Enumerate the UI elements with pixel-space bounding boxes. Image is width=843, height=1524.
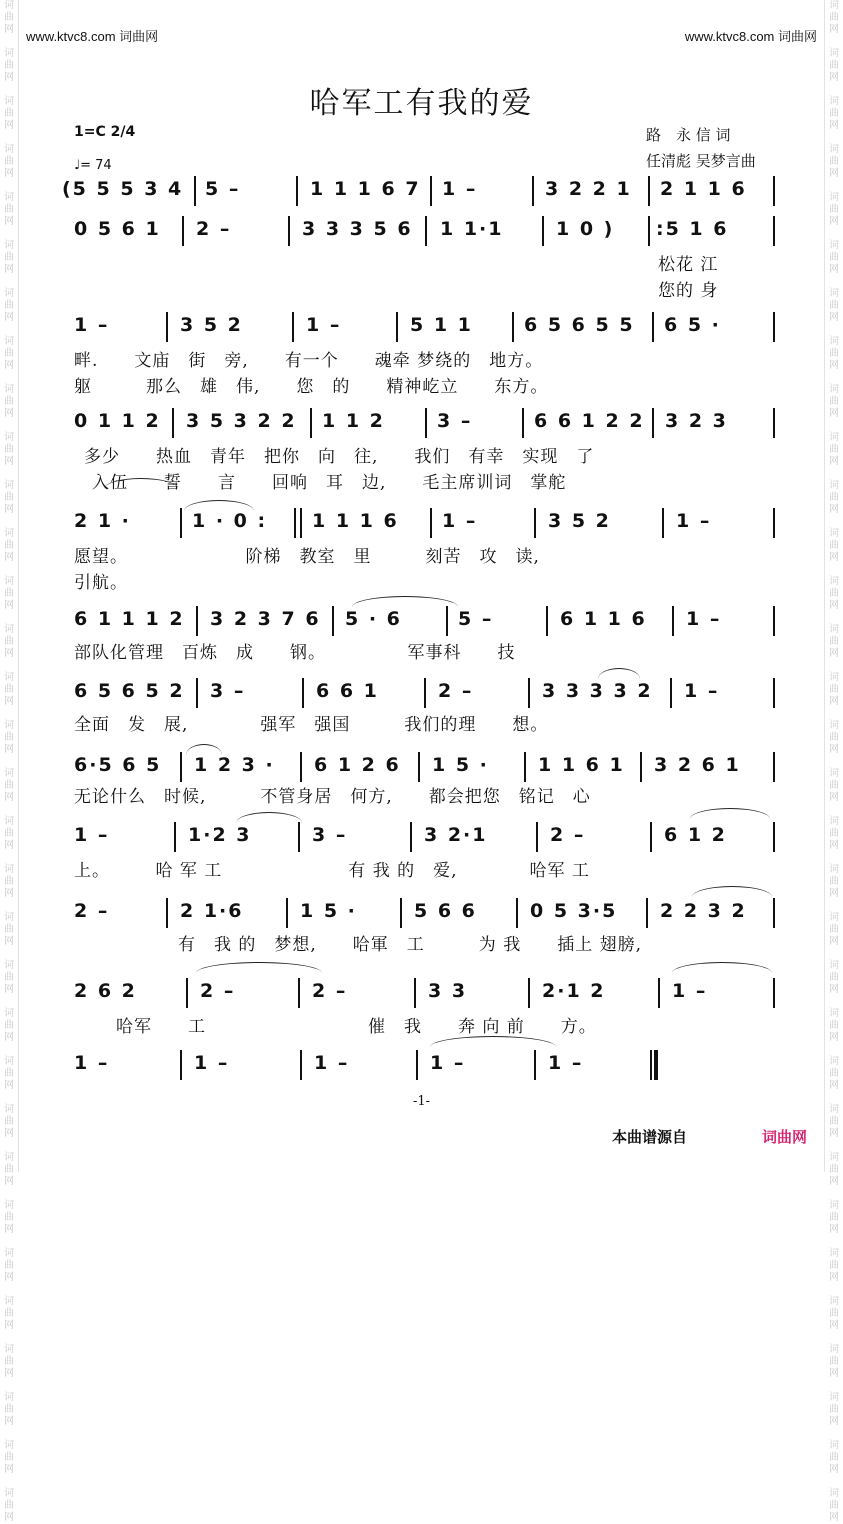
measure-notes: 6 1 1 1 2	[74, 608, 185, 630]
measure-notes: 6 6 1 2 2	[534, 410, 645, 432]
site-url-right[interactable]: www.ktvc8.com 词曲网	[684, 29, 817, 44]
key-signature: 1=C 2/4	[74, 124, 136, 140]
measure-notes: 2 –	[550, 824, 586, 846]
bar-line	[528, 678, 530, 708]
bar-line	[298, 822, 300, 852]
measure-notes: 1 –	[686, 608, 722, 630]
bar-line	[654, 1050, 658, 1080]
bar-line	[300, 752, 302, 782]
slur	[430, 1036, 556, 1047]
lyric-line: 畔. 文庙 街 旁, 有一个 魂牵 梦绕的 地方。	[74, 351, 544, 371]
bar-line	[180, 508, 182, 538]
measure-notes: 0 5 3·5	[530, 900, 618, 922]
bar-line	[194, 176, 196, 206]
bar-line	[414, 978, 416, 1008]
bar-line	[512, 312, 514, 342]
measure-notes: 1 2 3 ·	[194, 754, 275, 776]
measure-notes: 1 5 ·	[300, 900, 357, 922]
bar-line	[310, 408, 312, 438]
bar-line	[522, 408, 524, 438]
bar-line	[648, 176, 650, 206]
bar-line	[650, 1050, 652, 1080]
measure-notes: 3 3 3 5 6	[302, 218, 413, 240]
bar-line	[773, 822, 775, 852]
lyric-line: 全面 发 展, 强军 强国 我们的理 想。	[74, 715, 549, 735]
bar-line	[410, 822, 412, 852]
bar-line	[446, 606, 448, 636]
bar-line	[773, 898, 775, 928]
lyric-line: 哈军 工 催 我 奔 向 前 方。	[116, 1017, 597, 1037]
bar-line	[418, 752, 420, 782]
measure-notes: :5 1 6	[656, 218, 729, 240]
measure-notes: 5 –	[458, 608, 494, 630]
measure-notes: 1 –	[194, 1052, 230, 1074]
footer-source-label: 本曲谱源自	[612, 1128, 688, 1146]
measure-notes: 1 –	[442, 178, 478, 200]
bar-line	[300, 1050, 302, 1080]
measure-notes: 2 –	[438, 680, 474, 702]
bar-line	[650, 822, 652, 852]
bar-line	[773, 978, 775, 1008]
measure-notes: 3 –	[312, 824, 348, 846]
bar-line	[524, 752, 526, 782]
measure-notes: 6 6 1	[316, 680, 379, 702]
measure-notes: 1 1 2	[322, 410, 385, 432]
measure-notes: 3 5 2	[180, 314, 243, 336]
measure-notes: 1 –	[548, 1052, 584, 1074]
measure-notes: 3 3 3 3 2	[542, 680, 653, 702]
measure-notes: 1 –	[676, 510, 712, 532]
measure-notes: 2·1 2	[542, 980, 606, 1002]
measure-notes: 6 1 2	[664, 824, 727, 846]
bar-line	[672, 606, 674, 636]
bar-line	[528, 978, 530, 1008]
bar-line	[174, 822, 176, 852]
bar-line	[286, 898, 288, 928]
bar-line	[400, 898, 402, 928]
measure-notes: 1 –	[430, 1052, 466, 1074]
measure-notes: 1 –	[74, 824, 110, 846]
bar-line	[542, 216, 544, 246]
measure-notes: 2 1·6	[180, 900, 244, 922]
measure-notes: 1·2 3	[188, 824, 252, 846]
lyric-line: 部队化管理 百炼 成 钢。 军事科 技	[74, 643, 516, 663]
measure-notes: 1 –	[306, 314, 342, 336]
measure-notes: 1 0 )	[556, 218, 615, 240]
bar-line	[430, 176, 432, 206]
bar-line	[186, 978, 188, 1008]
lyricist-credit: 路 永 信 词	[646, 126, 731, 144]
bar-line	[773, 752, 775, 782]
composer-credit: 任清彪 吴梦言曲	[646, 152, 756, 170]
lyric-line: 松花 江	[658, 255, 719, 275]
measure-notes: 1 –	[442, 510, 478, 532]
measure-notes: 2 –	[200, 980, 236, 1002]
measure-notes: 3 2 3 7 6	[210, 608, 321, 630]
measure-notes: 2 1 1 6	[660, 178, 747, 200]
bar-line	[430, 508, 432, 538]
measure-notes: 3 2 3	[665, 410, 728, 432]
measure-notes: 5 1 1	[410, 314, 473, 336]
slur	[186, 744, 222, 755]
right-watermark-strip: 词 曲 网 词 曲 网 词 曲 网 词 曲 网 词 曲 网 词 曲 网 词 曲 网 词 曲 网 词 曲 网 词 曲 网 词 曲 网 词 曲 网 词 曲 网 词 曲 网 词 曲 网 词 曲 网 词 曲 网 词 曲 网 词 曲 网 词 曲 网 词 曲 网 词 曲 网 词 曲 网 词 曲 网 词 曲 网 词 曲 网 词 曲 网 词 曲 网 词 曲 网 词 曲 网 词 曲 网 词 曲 网	[829, 0, 839, 1523]
bar-line	[773, 176, 775, 206]
bar-line	[416, 1050, 418, 1080]
bar-line	[425, 408, 427, 438]
slur	[196, 962, 322, 973]
measure-notes: 0 1 1 2	[74, 410, 161, 432]
measure-notes: 6 1 1 6	[560, 608, 647, 630]
left-watermark-strip: 词 曲 网 词 曲 网 词 曲 网 词 曲 网 词 曲 网 词 曲 网 词 曲 网 词 曲 网 词 曲 网 词 曲 网 词 曲 网 词 曲 网 词 曲 网 词 曲 网 词 曲 网 词 曲 网 词 曲 网 词 曲 网 词 曲 网 词 曲 网 词 曲 网 词 曲 网 词 曲 网 词 曲 网 词 曲 网 词 曲 网 词 曲 网 词 曲 网 词 曲 网 词 曲 网 词 曲 网 词 曲 网	[4, 0, 14, 1523]
footer-brand-link[interactable]: 词曲网	[762, 1128, 808, 1146]
lyric-line: 引航。	[74, 573, 128, 593]
lyric-line: 无论什么 时候, 不管身居 何方, 都会把您 铭记 心	[74, 787, 591, 807]
measure-notes: 2 6 2	[74, 980, 137, 1002]
measure-notes: 6 5 6 5 5	[524, 314, 635, 336]
bar-line	[773, 508, 775, 538]
bar-line	[294, 508, 296, 538]
bar-line	[302, 678, 304, 708]
bar-line	[648, 216, 650, 246]
measure-notes: 6 5 ·	[664, 314, 721, 336]
bar-line	[662, 508, 664, 538]
bar-line	[300, 508, 302, 538]
measure-notes: 3 5 3 2 2	[186, 410, 297, 432]
measure-notes: 2 –	[196, 218, 232, 240]
bar-line	[396, 312, 398, 342]
measure-notes: 3 –	[437, 410, 473, 432]
bar-line	[288, 216, 290, 246]
left-margin-line	[18, 0, 19, 1172]
measure-notes: 6·5 6 5	[74, 754, 162, 776]
measure-notes: 2 –	[74, 900, 110, 922]
bar-line	[670, 678, 672, 708]
bar-line	[182, 216, 184, 246]
bar-line	[332, 606, 334, 636]
bar-line	[773, 606, 775, 636]
slur	[690, 808, 770, 819]
lyric-line: 上。 哈 军 工 有 我 的 爱, 哈军 工	[74, 861, 590, 881]
right-margin-line	[824, 0, 825, 1172]
lyric-line: 您的 身	[658, 281, 719, 301]
bar-line	[773, 408, 775, 438]
measure-notes: 1 1·1	[440, 218, 504, 240]
measure-notes: 5 –	[205, 178, 241, 200]
bar-line	[424, 678, 426, 708]
song-title: 哈军工有我的爱	[309, 86, 534, 121]
measure-notes: 1 5 ·	[432, 754, 489, 776]
bar-line	[180, 1050, 182, 1080]
bar-line	[532, 176, 534, 206]
bar-line	[534, 508, 536, 538]
site-url-left[interactable]: www.ktvc8.com 词曲网	[26, 29, 159, 44]
measure-notes: 1 1 1 6 7	[310, 178, 421, 200]
bar-line	[166, 312, 168, 342]
bar-line	[172, 408, 174, 438]
measure-notes: 1 –	[314, 1052, 350, 1074]
measure-notes: (5 5 5 3 4	[62, 178, 184, 200]
bar-line	[773, 216, 775, 246]
page-number: -1-	[412, 1094, 431, 1109]
measure-notes: 3 5 2	[548, 510, 611, 532]
lyric-line: 入伍 誓 言 回响 耳 边, 毛主席训词 掌舵	[92, 473, 567, 493]
bar-line	[292, 312, 294, 342]
lyric-line: 有 我 的 梦想, 哈軍 工 为 我 插上 翅膀,	[178, 935, 643, 955]
measure-notes: 6 5 6 5 2	[74, 680, 185, 702]
slur	[598, 668, 640, 679]
slur	[236, 812, 302, 823]
bar-line	[196, 606, 198, 636]
bar-line	[773, 678, 775, 708]
bar-line	[166, 898, 168, 928]
measure-notes: 3 3	[428, 980, 468, 1002]
slur	[672, 962, 772, 973]
measure-notes: 2 –	[312, 980, 348, 1002]
measure-notes: 1 –	[672, 980, 708, 1002]
measure-notes: 1 –	[74, 314, 110, 336]
bar-line	[196, 678, 198, 708]
measure-notes: 3 2 2 1	[545, 178, 632, 200]
measure-notes: 3 –	[210, 680, 246, 702]
bar-line	[425, 216, 427, 246]
bar-line	[546, 606, 548, 636]
measure-notes: 6 1 2 6	[314, 754, 401, 776]
bar-line	[180, 752, 182, 782]
measure-notes: 5 6 6	[414, 900, 477, 922]
measure-notes: 1 –	[684, 680, 720, 702]
tempo-marking: ♩= 74	[74, 158, 112, 173]
bar-line	[516, 898, 518, 928]
measure-notes: 2 2 3 2	[660, 900, 747, 922]
bar-line	[773, 312, 775, 342]
bar-line	[652, 312, 654, 342]
bar-line	[536, 822, 538, 852]
lyric-line: 多少 热血 青年 把你 向 往, 我们 有幸 实现 了	[84, 447, 595, 467]
bar-line	[534, 1050, 536, 1080]
bar-line	[646, 898, 648, 928]
lyric-line: 躯 那么 雄 伟, 您 的 精神屹立 东方。	[74, 377, 549, 397]
bar-line	[658, 978, 660, 1008]
measure-notes: 1 1 1 6	[312, 510, 399, 532]
measure-notes: 2 1 ·	[74, 510, 131, 532]
bar-line	[296, 176, 298, 206]
measure-notes: 5 · 6	[345, 608, 402, 630]
measure-notes: 1 –	[74, 1052, 110, 1074]
measure-notes: 0 5 6 1	[74, 218, 161, 240]
bar-line	[640, 752, 642, 782]
slur	[692, 886, 772, 897]
measure-notes: 1 · 0 :	[192, 510, 268, 532]
measure-notes: 3 2 6 1	[654, 754, 741, 776]
lyric-line: 愿望。 阶梯 教室 里 刻苦 攻 读,	[74, 547, 540, 567]
slur	[184, 500, 254, 511]
bar-line	[652, 408, 654, 438]
slur	[352, 596, 458, 607]
bar-line	[298, 978, 300, 1008]
measure-notes: 3 2·1	[424, 824, 488, 846]
measure-notes: 1 1 6 1	[538, 754, 625, 776]
